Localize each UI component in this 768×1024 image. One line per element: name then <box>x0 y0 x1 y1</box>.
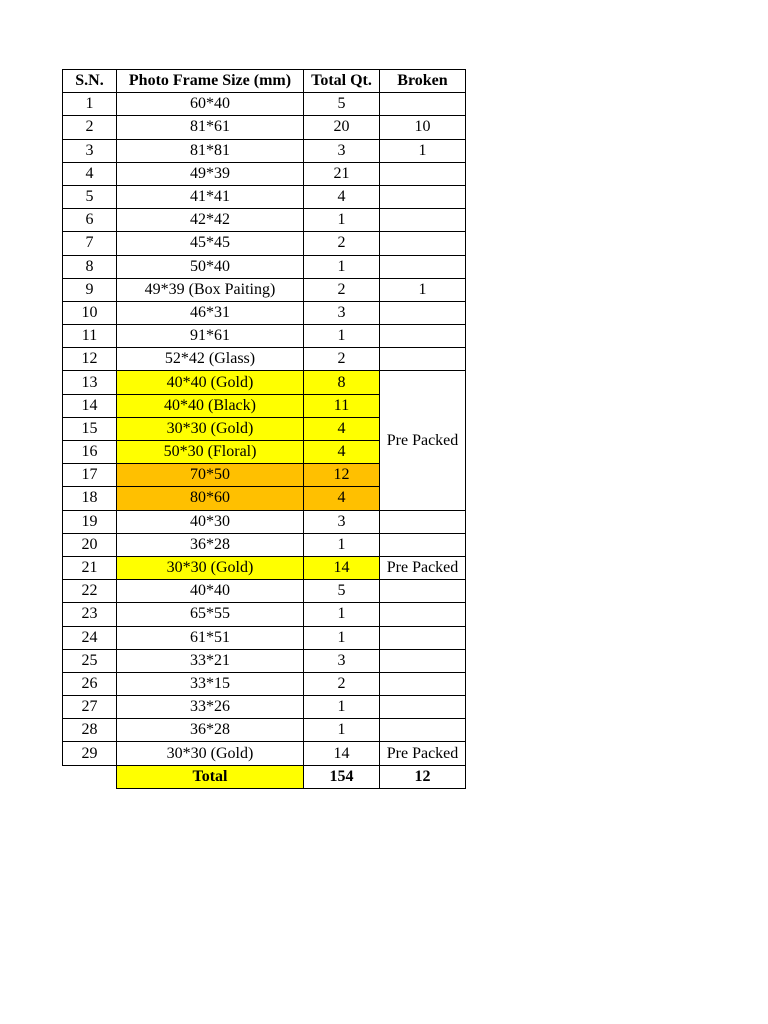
cell-qty: 4 <box>304 487 380 510</box>
cell-size: 65*55 <box>117 603 304 626</box>
cell-size: 52*42 (Glass) <box>117 348 304 371</box>
cell-sn: 16 <box>63 441 117 464</box>
cell-size: 36*28 <box>117 533 304 556</box>
cell-qty: 1 <box>304 325 380 348</box>
cell-sn: 8 <box>63 255 117 278</box>
cell-broken <box>380 162 466 185</box>
cell-broken <box>380 185 466 208</box>
cell-sn: 5 <box>63 185 117 208</box>
cell-sn: 11 <box>63 325 117 348</box>
table-row <box>63 139 466 162</box>
cell-sn: 1 <box>63 93 117 116</box>
cell-broken <box>380 255 466 278</box>
cell-qty: 4 <box>304 185 380 208</box>
cell-qty: 14 <box>304 556 380 579</box>
cell-qty: 1 <box>304 719 380 742</box>
total-qty: 154 <box>304 765 380 788</box>
cell-size: 45*45 <box>117 232 304 255</box>
cell-size: 42*42 <box>117 209 304 232</box>
cell-sn: 17 <box>63 464 117 487</box>
cell-qty: 3 <box>304 301 380 324</box>
cell-size: 50*40 <box>117 255 304 278</box>
header-size: Photo Frame Size (mm) <box>117 70 304 93</box>
cell-qty: 2 <box>304 278 380 301</box>
cell-broken: Pre Packed <box>380 371 466 510</box>
cell-sn: 21 <box>63 556 117 579</box>
cell-qty: 1 <box>304 626 380 649</box>
cell-size: 46*31 <box>117 301 304 324</box>
cell-size: 80*60 <box>117 487 304 510</box>
cell-broken: 1 <box>380 139 466 162</box>
cell-qty: 5 <box>304 580 380 603</box>
cell-size: 40*40 <box>117 580 304 603</box>
header-qty: Total Qt. <box>304 70 380 93</box>
table-row <box>63 649 466 672</box>
cell-broken <box>380 649 466 672</box>
cell-size: 33*21 <box>117 649 304 672</box>
table-row <box>63 278 466 301</box>
cell-sn: 3 <box>63 139 117 162</box>
cell-qty: 1 <box>304 696 380 719</box>
total-label: Total <box>117 765 304 788</box>
cell-size: 30*30 (Gold) <box>117 742 304 765</box>
header-sn: S.N. <box>63 70 117 93</box>
cell-qty: 4 <box>304 417 380 440</box>
cell-size: 41*41 <box>117 185 304 208</box>
cell-sn: 23 <box>63 603 117 626</box>
table-row <box>63 603 466 626</box>
table-row <box>63 696 466 719</box>
cell-size: 50*30 (Floral) <box>117 441 304 464</box>
table-row <box>63 556 466 579</box>
cell-broken <box>380 325 466 348</box>
header-broken: Broken <box>380 70 466 93</box>
cell-sn: 26 <box>63 672 117 695</box>
cell-sn: 20 <box>63 533 117 556</box>
cell-broken: 1 <box>380 278 466 301</box>
cell-qty: 14 <box>304 742 380 765</box>
cell-qty: 2 <box>304 348 380 371</box>
table-row <box>63 185 466 208</box>
table-row <box>63 301 466 324</box>
cell-broken <box>380 232 466 255</box>
photo-frame-table <box>62 69 466 789</box>
cell-size: 70*50 <box>117 464 304 487</box>
cell-sn: 27 <box>63 696 117 719</box>
cell-broken <box>380 93 466 116</box>
cell-sn: 18 <box>63 487 117 510</box>
cell-broken: Pre Packed <box>380 556 466 579</box>
cell-size: 49*39 <box>117 162 304 185</box>
cell-qty: 21 <box>304 162 380 185</box>
cell-size: 81*61 <box>117 116 304 139</box>
cell-qty: 3 <box>304 649 380 672</box>
cell-size: 33*26 <box>117 696 304 719</box>
table-row <box>63 232 466 255</box>
table-body <box>63 93 466 789</box>
table-row <box>63 672 466 695</box>
cell-qty: 12 <box>304 464 380 487</box>
cell-qty: 5 <box>304 93 380 116</box>
cell-sn: 7 <box>63 232 117 255</box>
cell-sn: 25 <box>63 649 117 672</box>
cell-broken <box>380 719 466 742</box>
cell-qty: 11 <box>304 394 380 417</box>
table-row <box>63 325 466 348</box>
cell-sn: 12 <box>63 348 117 371</box>
cell-sn: 28 <box>63 719 117 742</box>
total-row <box>63 765 466 788</box>
cell-size: 40*30 <box>117 510 304 533</box>
table-row <box>63 742 466 765</box>
cell-broken <box>380 533 466 556</box>
cell-qty: 1 <box>304 255 380 278</box>
total-broken: 12 <box>380 765 466 788</box>
cell-qty: 1 <box>304 209 380 232</box>
cell-size: 61*51 <box>117 626 304 649</box>
table-row <box>63 93 466 116</box>
cell-size: 33*15 <box>117 672 304 695</box>
table-row <box>63 510 466 533</box>
cell-qty: 4 <box>304 441 380 464</box>
cell-qty: 1 <box>304 533 380 556</box>
cell-broken <box>380 301 466 324</box>
table-row <box>63 580 466 603</box>
cell-sn: 14 <box>63 394 117 417</box>
cell-qty: 20 <box>304 116 380 139</box>
cell-broken <box>380 696 466 719</box>
cell-sn: 4 <box>63 162 117 185</box>
cell-qty: 1 <box>304 603 380 626</box>
cell-size: 91*61 <box>117 325 304 348</box>
cell-broken <box>380 510 466 533</box>
cell-broken <box>380 580 466 603</box>
cell-size: 40*40 (Black) <box>117 394 304 417</box>
cell-broken <box>380 603 466 626</box>
cell-sn: 29 <box>63 742 117 765</box>
cell-size: 30*30 (Gold) <box>117 417 304 440</box>
table-row <box>63 162 466 185</box>
cell-sn: 19 <box>63 510 117 533</box>
cell-size: 49*39 (Box Paiting) <box>117 278 304 301</box>
cell-sn: 6 <box>63 209 117 232</box>
table-row <box>63 255 466 278</box>
cell-broken <box>380 348 466 371</box>
cell-sn: 2 <box>63 116 117 139</box>
table-row <box>63 371 466 394</box>
table-row <box>63 348 466 371</box>
cell-sn: 15 <box>63 417 117 440</box>
cell-qty: 3 <box>304 510 380 533</box>
table-row <box>63 719 466 742</box>
cell-size: 30*30 (Gold) <box>117 556 304 579</box>
table-row <box>63 533 466 556</box>
header-row <box>63 70 466 93</box>
total-blank-cell <box>63 765 117 788</box>
cell-qty: 8 <box>304 371 380 394</box>
cell-sn: 10 <box>63 301 117 324</box>
table-row <box>63 209 466 232</box>
cell-size: 81*81 <box>117 139 304 162</box>
cell-sn: 9 <box>63 278 117 301</box>
table-row <box>63 116 466 139</box>
cell-qty: 3 <box>304 139 380 162</box>
cell-qty: 2 <box>304 232 380 255</box>
cell-sn: 22 <box>63 580 117 603</box>
cell-sn: 24 <box>63 626 117 649</box>
cell-broken <box>380 626 466 649</box>
cell-broken <box>380 672 466 695</box>
cell-size: 36*28 <box>117 719 304 742</box>
cell-size: 60*40 <box>117 93 304 116</box>
cell-sn: 13 <box>63 371 117 394</box>
table-row <box>63 626 466 649</box>
cell-broken: 10 <box>380 116 466 139</box>
cell-broken: Pre Packed <box>380 742 466 765</box>
cell-broken <box>380 209 466 232</box>
cell-size: 40*40 (Gold) <box>117 371 304 394</box>
cell-qty: 2 <box>304 672 380 695</box>
